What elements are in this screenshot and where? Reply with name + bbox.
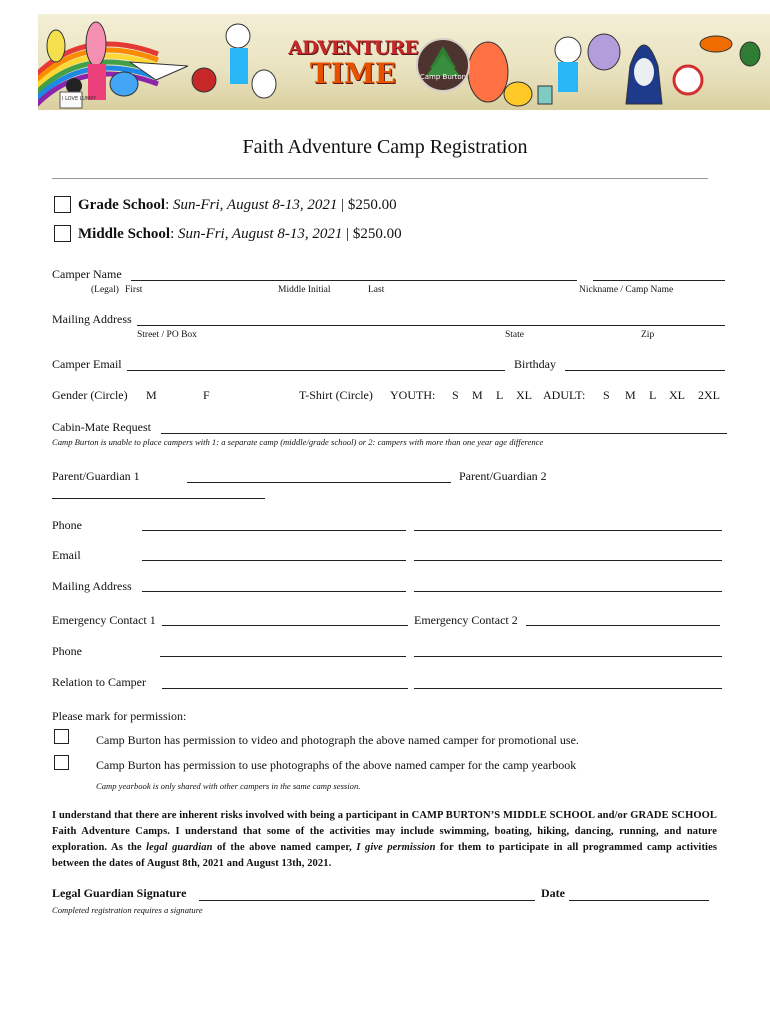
- zip-sublabel: Zip: [641, 330, 655, 340]
- emergency1-field[interactable]: [162, 625, 408, 626]
- gender-option-f[interactable]: F: [203, 388, 210, 402]
- emergency1-label: Emergency Contact 1: [52, 613, 156, 627]
- promo-permission-checkbox[interactable]: [54, 729, 69, 744]
- guardian1-label: Parent/Guardian 1: [52, 469, 140, 483]
- yearbook-permission-checkbox[interactable]: [54, 755, 69, 770]
- middle-initial-sublabel: Middle Initial: [278, 285, 331, 295]
- signature-note: Completed registration requires a signature: [52, 905, 203, 915]
- header-banner: [38, 14, 770, 110]
- youth-size-xl[interactable]: XL: [516, 388, 532, 402]
- relation-label: Relation to Camper: [52, 675, 146, 689]
- last-sublabel: Last: [368, 285, 385, 295]
- permission-heading: Please mark for permission:: [52, 709, 187, 723]
- logo-line-1: ADVENTURE: [288, 37, 418, 59]
- guardian2-email-field[interactable]: [414, 560, 722, 561]
- program-dates: Sun-Fri, August 8-13, 2021: [178, 226, 343, 242]
- program-price: | $250.00: [346, 226, 402, 242]
- waiver-part-1: I understand that there are inherent risks involved with being a participant in CAMP BURTON’S MIDDLE SCHOOL and/or GRADE SCHOOL Faith Adventure Camps. I understand that some of the activities may include swimming, boating, hiking, dancing, running, and nature exploration. As the: [52, 810, 717, 853]
- waiver-legal-guardian: legal guardian: [146, 842, 213, 853]
- guardian1-mailing-field[interactable]: [142, 591, 406, 592]
- guardian1-field[interactable]: [187, 482, 451, 483]
- yearbook-permission-text: Camp Burton has permission to use photographs of the above named camper for the camp yearbook: [96, 758, 577, 772]
- adult-size-l[interactable]: L: [649, 388, 657, 402]
- emergency2-phone-field[interactable]: [414, 656, 722, 657]
- youth-size-l[interactable]: L: [496, 388, 504, 402]
- gender-option-m[interactable]: M: [146, 388, 157, 402]
- middle-school-checkbox[interactable]: [54, 225, 71, 242]
- waiver-part-3: for them to participate in all programmed camp activities between the dates of August 8th, 2021 and August 13th, 2021.: [52, 842, 718, 869]
- emergency2-field[interactable]: [526, 625, 720, 626]
- page-title: Faith Adventure Camp Registration: [242, 136, 528, 158]
- adult-size-m[interactable]: M: [625, 388, 636, 402]
- date-label: Date: [541, 886, 565, 900]
- birthday-field[interactable]: [565, 370, 725, 371]
- nickname-sublabel: Nickname / Camp Name: [579, 285, 674, 295]
- camper-name-label: Camper Name: [52, 267, 122, 281]
- camper-email-label: Camper Email: [52, 357, 122, 371]
- promo-permission-text: Camp Burton has permission to video and photograph the above named camper for promotional use.: [96, 733, 579, 747]
- waiver-part-2: of the above named camper,: [212, 842, 357, 853]
- adult-label: ADULT:: [543, 388, 586, 402]
- camper-name-field[interactable]: [131, 280, 577, 281]
- program-name: Middle School: [78, 226, 171, 242]
- title-divider: [52, 178, 708, 179]
- program-dates: Sun-Fri, August 8-13, 2021: [173, 197, 338, 213]
- emergency1-relation-field[interactable]: [162, 688, 408, 689]
- waiver-give-permission: I give permission: [356, 842, 436, 853]
- guardian2-label: Parent/Guardian 2: [459, 469, 547, 483]
- camper-email-field[interactable]: [127, 370, 505, 371]
- grade-school-option: Grade School: Sun-Fri, August 8-13, 2021 | $250.00: [78, 197, 397, 213]
- date-field[interactable]: [569, 900, 709, 901]
- signature-label: Legal Guardian Signature: [52, 886, 187, 900]
- cabin-mate-label: Cabin-Mate Request: [52, 420, 151, 434]
- state-sublabel: State: [505, 330, 524, 340]
- risk-waiver-paragraph: [52, 808, 717, 872]
- signature-field[interactable]: [199, 900, 535, 901]
- adventure-time-logo: [288, 36, 418, 98]
- emergency2-label: Emergency Contact 2: [414, 613, 518, 627]
- guardian1-phone-field[interactable]: [142, 530, 406, 531]
- camp-burton-badge: [416, 38, 470, 92]
- guardian1-email-field[interactable]: [142, 560, 406, 561]
- youth-size-m[interactable]: M: [472, 388, 483, 402]
- legal-sublabel: (Legal): [91, 285, 119, 295]
- middle-school-option: Middle School: Sun-Fri, August 8-13, 2021 | $250.00: [78, 226, 402, 242]
- nickname-field[interactable]: [593, 280, 725, 281]
- grade-school-checkbox[interactable]: [54, 196, 71, 213]
- youth-label: YOUTH:: [390, 388, 436, 402]
- email-label: Email: [52, 548, 81, 562]
- program-name: Grade School: [78, 197, 166, 213]
- parent-mailing-label: Mailing Address: [52, 579, 132, 593]
- mailing-address-label: Mailing Address: [52, 312, 132, 326]
- emergency2-relation-field[interactable]: [414, 688, 722, 689]
- adult-size-2xl[interactable]: 2XL: [698, 388, 720, 402]
- mailing-address-field[interactable]: [137, 325, 725, 326]
- adult-size-s[interactable]: S: [603, 388, 610, 402]
- camp-badge-text: Camp Burton: [419, 73, 467, 81]
- birthday-label: Birthday: [514, 357, 556, 371]
- guardian2-mailing-field[interactable]: [414, 591, 722, 592]
- gender-label: Gender (Circle): [52, 388, 128, 402]
- guardian2-phone-field[interactable]: [414, 530, 722, 531]
- guardian2-field[interactable]: [52, 498, 265, 499]
- emergency1-phone-field[interactable]: [160, 656, 406, 657]
- adult-size-xl[interactable]: XL: [669, 388, 685, 402]
- tshirt-label: T-Shirt (Circle): [299, 388, 373, 402]
- youth-size-s[interactable]: S: [452, 388, 459, 402]
- logo-line-2: TIME: [309, 57, 397, 90]
- phone-label: Phone: [52, 518, 82, 532]
- yearbook-note: Camp yearbook is only shared with other campers in the same camp session.: [96, 781, 361, 791]
- program-price: | $250.00: [341, 197, 397, 213]
- svg-text:I LOVE LUMPY: I LOVE LUMPY: [62, 96, 97, 102]
- pine-tree-icon: [418, 40, 468, 90]
- emergency-phone-label: Phone: [52, 644, 82, 658]
- street-sublabel: Street / PO Box: [137, 330, 197, 340]
- first-sublabel: First: [125, 285, 143, 295]
- cabin-mate-field[interactable]: [161, 433, 727, 434]
- cabin-mate-note: Camp Burton is unable to place campers with 1: a separate camp (middle/grade school) or 2: campers with more than one year age difference: [52, 437, 544, 447]
